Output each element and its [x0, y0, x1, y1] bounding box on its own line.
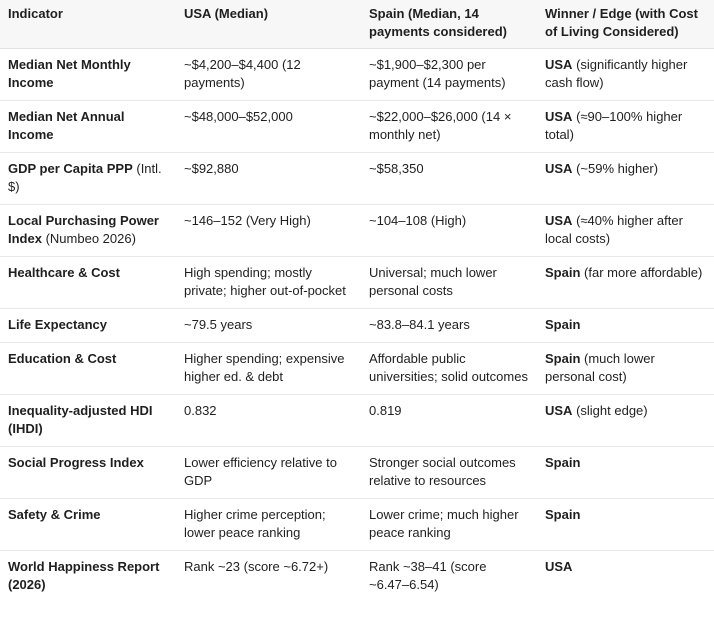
indicator-cell [0, 394, 176, 446]
winner-note: (significantly higher cash flow) [545, 56, 688, 90]
indicator-cell [0, 446, 176, 498]
indicator-label: Healthcare & Cost [8, 264, 120, 280]
table-body [0, 48, 714, 602]
spain-value-cell: Universal; much lower personal costs [361, 256, 537, 308]
table-row [0, 256, 714, 308]
usa-value-cell: Lower efficiency relative to GDP [176, 446, 361, 498]
spain-value-cell: Lower crime; much higher peace ranking [361, 498, 537, 550]
indicator-cell [0, 100, 176, 152]
table-row [0, 204, 714, 256]
spain-value-cell: Stronger social outcomes relative to resources [361, 446, 537, 498]
winner-note: (~59% higher) [572, 160, 659, 176]
winner-cell [537, 342, 714, 394]
spain-value-cell: 0.819 [361, 394, 537, 446]
winner-cell [537, 308, 714, 342]
winner-label: USA [545, 160, 573, 176]
usa-value-cell: 0.832 [176, 394, 361, 446]
winner-label: USA [545, 558, 573, 574]
spain-value-cell: Rank ~38–41 (score ~6.47–6.54) [369, 558, 487, 592]
winner-cell [537, 394, 714, 446]
header-usa: USA (Median) [176, 0, 361, 48]
indicator-cell [0, 256, 176, 308]
indicator-label: GDP per Capita PPP [8, 160, 133, 176]
header-spain: Spain (Median, 14 payments considered) [361, 0, 537, 48]
indicator-label: Median Net Monthly Income [8, 56, 131, 90]
winner-label: Spain [545, 454, 581, 470]
winner-label: Spain [545, 264, 581, 280]
winner-note: (slight edge) [572, 402, 648, 418]
indicator-label: Education & Cost [8, 350, 117, 366]
winner-label: USA [545, 108, 573, 124]
table-row [0, 152, 714, 204]
usa-value-cell: ~146–152 (Very High) [176, 204, 361, 256]
table-row [0, 342, 714, 394]
winner-note: (≈40% higher after local costs) [545, 212, 683, 246]
indicator-cell [0, 204, 176, 256]
winner-cell [537, 498, 714, 550]
spain-value-cell: ~$1,900–$2,300 per payment (14 payments) [361, 48, 537, 100]
usa-value-cell: Higher spending; expensive higher ed. & debt [176, 342, 361, 394]
usa-value-cell: Rank ~23 (score ~6.72+) [184, 558, 329, 574]
winner-label: USA [545, 212, 573, 228]
winner-cell [537, 550, 714, 602]
spain-value-cell: ~83.8–84.1 years [361, 308, 537, 342]
winner-cell [537, 446, 714, 498]
usa-value-cell: ~$48,000–$52,000 [176, 100, 361, 152]
table-row [0, 394, 714, 446]
winner-note: (≈90–100% higher total) [545, 108, 683, 142]
spain-value-cell: ~$22,000–$26,000 (14 × monthly net) [361, 100, 537, 152]
winner-cell [537, 152, 714, 204]
winner-label: USA [545, 56, 573, 72]
indicator-cell [0, 48, 176, 100]
header-winner: Winner / Edge (with Cost of Living Considered) [537, 0, 714, 48]
winner-cell [537, 256, 714, 308]
indicator-label: Inequality-adjusted HDI (IHDI) [8, 402, 153, 436]
table-row [0, 446, 714, 498]
indicator-label: Life Expectancy [8, 316, 107, 332]
usa-value-cell: ~79.5 years [176, 308, 361, 342]
indicator-cell [0, 152, 176, 204]
spain-value-cell: Affordable public universities; solid outcomes [361, 342, 537, 394]
indicator-cell [0, 308, 176, 342]
winner-label: Spain [545, 506, 581, 522]
winner-cell [537, 204, 714, 256]
usa-value-cell: High spending; mostly private; higher out-of-pocket [176, 256, 361, 308]
usa-value-cell: ~$4,200–$4,400 (12 payments) [176, 48, 361, 100]
table-row [0, 48, 714, 100]
indicator-qualifier: (Numbeo 2026) [41, 230, 136, 246]
winner-label: Spain [545, 316, 581, 332]
table-row [0, 100, 714, 152]
indicator-label: World Happiness Report (2026) [8, 558, 160, 592]
winner-note: (far more affordable) [580, 264, 703, 280]
spain-value-cell: ~$58,350 [361, 152, 537, 204]
header-row [0, 0, 714, 48]
winner-label: USA [545, 402, 573, 418]
table-row [0, 498, 714, 550]
indicator-label: Local Purchasing Power Index [8, 212, 159, 246]
winner-label: Spain [545, 350, 581, 366]
winner-cell [537, 100, 714, 152]
indicator-cell [0, 342, 176, 394]
winner-note: (much lower personal cost) [545, 350, 655, 384]
table-row [0, 308, 714, 342]
usa-value-cell: ~$92,880 [176, 152, 361, 204]
indicator-label: Median Net Annual Income [8, 108, 125, 142]
winner-cell [537, 48, 714, 100]
indicator-cell [0, 498, 176, 550]
header-indicator: Indicator [0, 0, 176, 48]
table-header [0, 0, 714, 48]
indicator-label: Safety & Crime [8, 506, 101, 522]
usa-value-cell: Higher crime perception; lower peace ranking [176, 498, 361, 550]
indicator-cell [0, 550, 176, 602]
indicator-label: Social Progress Index [8, 454, 144, 470]
table-row [0, 550, 714, 602]
indicator-qualifier: (Intl. $) [8, 160, 162, 194]
spain-value-cell: ~104–108 (High) [361, 204, 537, 256]
